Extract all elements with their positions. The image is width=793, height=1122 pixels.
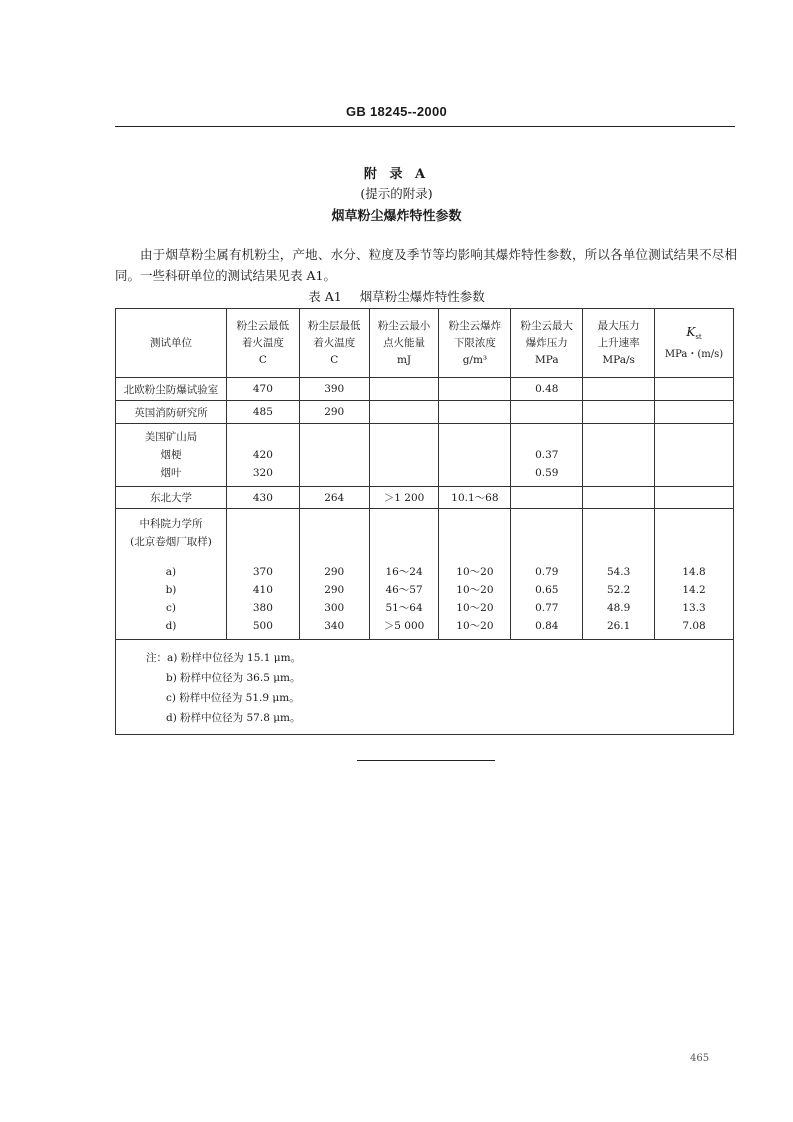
cell-rise-rate [583,487,655,509]
cell-rise-rate [583,378,655,401]
cell-layer-temp [299,424,369,487]
cell-kst [655,487,734,509]
cell-cloud-temp: 370 410 380 500 [226,509,299,640]
cell-rise-rate: 54.3 52.2 48.9 26.1 [583,509,655,640]
cell-unit: 北欧粉尘防爆试验室 [116,378,227,401]
cell-lower-limit: 10.1～68 [439,487,511,509]
header-rule [115,126,735,127]
header-pressure-rise-rate: 最大压力 上升速率 MPa/s [583,309,655,378]
header-lower-explosion-limit: 粉尘云爆炸 下限浓度 g/m³ [439,309,511,378]
cell-lower-limit [439,424,511,487]
appendix-subtitle: (提示的附录) [360,186,433,201]
cell-unit: 英国消防研究所 [116,401,227,424]
intro-paragraph: 由于烟草粉尘属有机粉尘，产地、水分、粒度及季节等均影响其爆炸特性参数，所以各单位测试结果不尽相同。一些科研单位的测试结果见表 A1。 [115,247,737,283]
header-max-explosion-pressure: 粉尘云最大 爆炸压力 MPa [511,309,583,378]
cell-kst [655,378,734,401]
cell-max-pressure: 0.48 [511,378,583,401]
cell-layer-temp: 264 [299,487,369,509]
cell-energy [369,401,439,424]
cell-energy: 16～24 46～57 51～64 ＞5 000 [369,509,439,640]
end-rule [357,760,495,761]
table-caption-number: 表 A1 [308,289,342,304]
standard-code: GB 18245--2000 [345,104,448,119]
appendix-heading: 烟草粉尘爆炸特性参数 [331,209,462,224]
header-layer-ignition-temp: 粉尘层最低 着火温度 C [299,309,369,378]
cell-lower-limit: 10～20 10～20 10～20 10～20 [439,509,511,640]
header-cloud-ignition-temp: 粉尘云最低 着火温度 C [226,309,299,378]
cell-cloud-temp: 485 [226,401,299,424]
table-row [116,487,734,509]
cell-kst: 14.8 14.2 13.3 7.08 [655,509,734,640]
table-row [116,401,734,424]
header-kst: $K_{st}$ MPa・(m/s) [655,309,734,378]
cell-max-pressure: 0.37 0.59 [511,424,583,487]
cell-energy [369,424,439,487]
cell-kst [655,424,734,487]
cell-layer-temp: 290 [299,401,369,424]
note-c: c) 粉样中位径为 51.9 μm。 [166,692,300,704]
note-a: 注：a) 粉样中位径为 15.1 μm。 [146,652,302,664]
cell-rise-rate [583,401,655,424]
cell-rise-rate [583,424,655,487]
cell-max-pressure [511,401,583,424]
cell-unit: 东北大学 [116,487,227,509]
appendix-title: 附 录 A [363,167,430,182]
cell-unit: 美国矿山局 烟梗 烟叶 [116,424,227,487]
cell-energy [369,378,439,401]
cell-cloud-temp: 430 [226,487,299,509]
cell-kst [655,401,734,424]
cell-layer-temp: 390 [299,378,369,401]
table-notes-row [116,640,734,735]
table-header-row [116,309,734,378]
explosion-parameters-table [115,308,734,735]
cell-cloud-temp: 470 [226,378,299,401]
table-caption [0,287,793,305]
table-row [116,424,734,487]
note-b: b) 粉样中位径为 36.5 μm。 [166,672,301,684]
note-d: d) 粉样中位径为 57.8 μm。 [166,712,301,724]
cell-energy: ＞1 200 [369,487,439,509]
page-number: 465 [690,1053,710,1064]
cell-cloud-temp: 420 320 [226,424,299,487]
cell-max-pressure [511,487,583,509]
table-row [116,378,734,401]
table-notes [116,640,734,735]
cell-max-pressure: 0.79 0.65 0.77 0.84 [511,509,583,640]
cell-unit: 中科院力学所 (北京卷烟厂取样) a) b) c) d) [116,509,227,640]
header-test-unit: 测试单位 [116,309,227,378]
cell-lower-limit [439,378,511,401]
table-row [116,509,734,640]
header-min-ignition-energy: 粉尘云最小 点火能量 mJ [369,309,439,378]
cell-lower-limit [439,401,511,424]
cell-layer-temp: 290 290 300 340 [299,509,369,640]
table-caption-title: 烟草粉尘爆炸特性参数 [359,289,485,304]
